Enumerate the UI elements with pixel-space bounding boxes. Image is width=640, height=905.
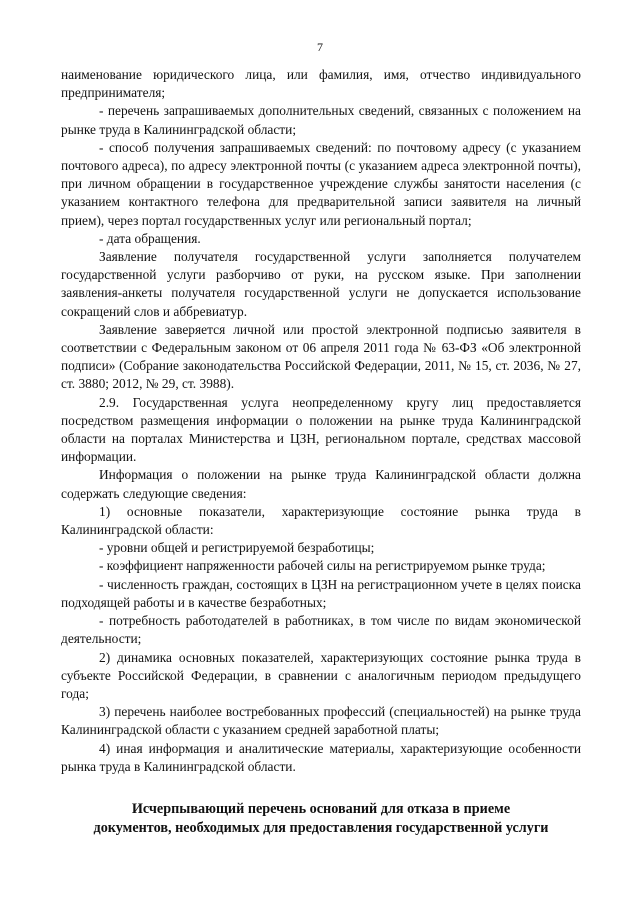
paragraph: Информация о положении на рынке труда Калининградской области должна содержать следующие сведения: <box>61 467 581 501</box>
paragraph: Заявление получателя государственной услуги заполняется получателем государственной услуги разборчиво от руки, на русском языке. При заполнении заявления-анкеты получателя государственной услуги не допускается использование сокращений слов и аббревиатур. <box>61 249 581 319</box>
paragraph: 2.9. Государственная услуга неопределенному кругу лиц предоставляется посредством размещения информации о положении на рынке труда Калининградской области на порталах Министерства и ЦЗН, региональном портале, средствах массовой информации. <box>61 394 581 465</box>
paragraph: 2) динамика основных показателей, характеризующих состояние рынка труда в субъекте Российской Федерации, в сравнении с аналогичным периодом предыдущего года; <box>61 649 581 701</box>
body-text <box>61 66 581 776</box>
paragraph: наименование юридического лица, или фамилия, имя, отчество индивидуального предпринимателя; <box>61 67 581 101</box>
paragraph: - уровни общей и регистрируемой безработицы; <box>99 540 375 556</box>
paragraph: 3) перечень наиболее востребованных профессий (специальностей) на рынке труда Калининградской области с указанием средней заработной платы; <box>61 704 581 738</box>
paragraph: - коэффициент напряженности рабочей силы на регистрируемом рынке труда; <box>99 558 546 574</box>
paragraph: - дата обращения. <box>99 230 201 246</box>
paragraph: - потребность работодателей в работниках, в том числе по видам экономической деятельности; <box>61 613 581 647</box>
paragraph: - способ получения запрашиваемых сведений: по почтовому адресу (с указанием почтового адреса), по адресу электронной почты (с указанием адреса электронной почты), при личном обращении в государственное учреждение службы занятости населения (с указанием контактного телефона для предварительной записи заявителя на личный прием), через портал государственных услуг или региональный портал; <box>61 139 581 228</box>
paragraph: 4) иная информация и аналитические материалы, характеризующие особенности рынка труда в Калининградской области. <box>61 740 581 774</box>
paragraph: - перечень запрашиваемых дополнительных сведений, связанных с положением на рынке труда в Калининградской области; <box>61 103 581 137</box>
paragraph: Заявление заверяется личной или простой электронной подписью заявителя в соответствии с Федеральным законом от 06 апреля 2011 года № 63-ФЗ «Об электронной подписи» (Собрание законодательства Российской Федерации, 2011, № 15, ст. 2036, № 27, ст. 3880; 2012, № 29, ст. 3988). <box>61 321 581 392</box>
section-heading-line: Исчерпывающий перечень оснований для отказа в приеме <box>131 801 511 817</box>
paragraph: - численность граждан, состоящих в ЦЗН на регистрационном учете в целях поиска подходящей работы и в качестве безработных; <box>61 576 581 610</box>
section-heading <box>61 800 581 838</box>
section-heading-line: документов, необходимых для предоставления государственной услуги <box>93 820 549 837</box>
page-number: 7 <box>317 40 323 54</box>
paragraph: 1) основные показатели, характеризующие состояние рынка труда в Калининградской области: <box>61 503 581 538</box>
